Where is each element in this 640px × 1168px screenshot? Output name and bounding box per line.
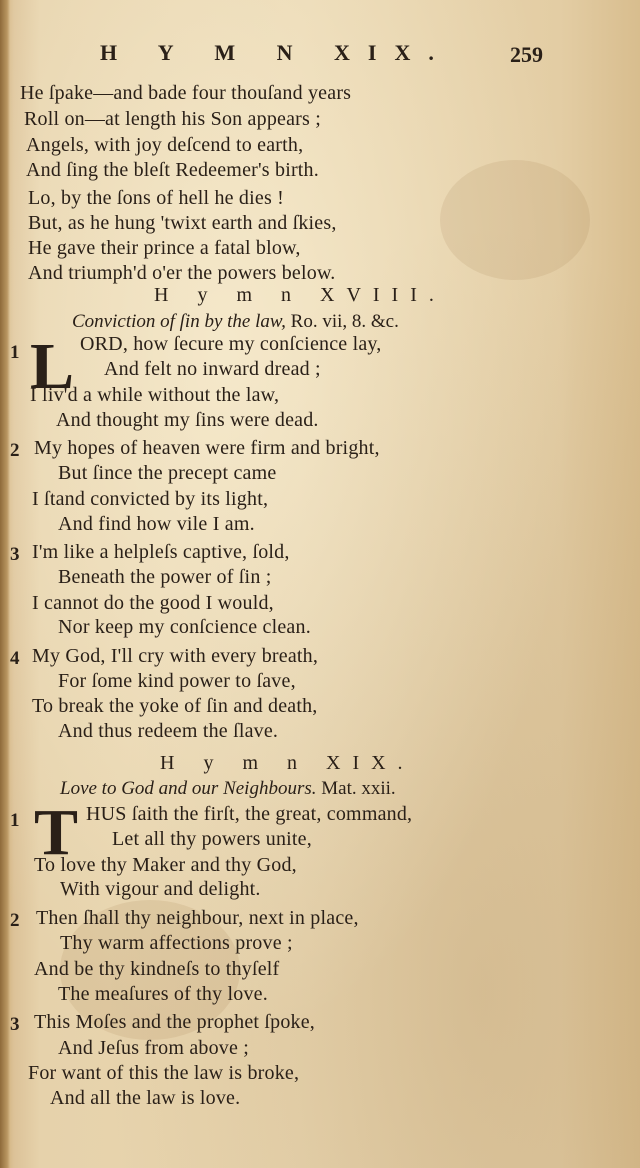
- verse-line: For ſome kind power to ſave,: [58, 670, 296, 692]
- verse-line: But, as he hung 'twixt earth and ſkies,: [28, 212, 337, 234]
- running-head: H Y M N XIX.: [100, 40, 452, 65]
- verse-line: Let all thy powers unite,: [112, 828, 312, 850]
- stanza-number: 2: [10, 910, 20, 931]
- stanza-number: 2: [10, 440, 20, 461]
- verse-line: Then ſhall thy neighbour, next in place,: [36, 907, 359, 929]
- scripture-reference: Mat. xxii.: [321, 778, 396, 799]
- drop-cap: L: [30, 330, 75, 403]
- verse-line: And Jeſus from above ;: [58, 1037, 250, 1059]
- verse-line: My hopes of heaven were firm and bright,: [34, 437, 380, 459]
- verse-line: This Moſes and the prophet ſpoke,: [34, 1011, 315, 1033]
- verse-line: Thy warm affections prove ;: [60, 932, 293, 954]
- verse-line: Beneath the power of ſin ;: [58, 566, 272, 588]
- verse-line: He ſpake—and bade four thouſand years: [20, 82, 352, 104]
- stanza-number: 1: [10, 342, 20, 363]
- verse-line: With vigour and delight.: [60, 878, 261, 900]
- page-gutter: [0, 0, 10, 1168]
- verse-line: I ſtand convicted by its light,: [32, 488, 269, 510]
- verse-line: He gave their prince a fatal blow,: [28, 237, 301, 259]
- drop-cap: T: [34, 796, 79, 869]
- hymn-subtitle-text: Conviction of ſin by the law,: [72, 311, 286, 332]
- hymn-subtitle: [60, 778, 396, 800]
- stanza-number: 3: [10, 1014, 20, 1035]
- hymn-subtitle-text: Love to God and our Neighbours.: [60, 778, 317, 799]
- verse-line: And thus redeem the ſlave.: [58, 720, 279, 742]
- verse-line: And find how vile I am.: [58, 513, 255, 535]
- page-number: 259: [510, 42, 543, 67]
- verse-line: My God, I'll cry with every breath,: [32, 645, 319, 667]
- hymn-heading: H y m n XVIII.: [154, 284, 446, 306]
- verse-line: Roll on—at length his Son appears ;: [24, 108, 321, 130]
- hymn-heading: H y m n XIX.: [160, 752, 415, 774]
- verse-line: I'm like a helpleſs captive, ſold,: [32, 541, 290, 563]
- verse-line: Lo, by the ſons of hell he dies !: [28, 187, 284, 209]
- verse-line: And all the law is love.: [50, 1087, 241, 1109]
- verse-line: But ſince the precept came: [58, 462, 277, 484]
- stanza-number: 1: [10, 810, 20, 831]
- verse-line: To break the yoke of ſin and death,: [32, 695, 318, 717]
- verse-line: The meaſures of thy love.: [58, 983, 268, 1005]
- verse-line: And be thy kindneſs to thyſelf: [34, 958, 280, 980]
- verse-line: I cannot do the good I would,: [32, 592, 274, 614]
- verse-line: HUS ſaith the firſt, the great, command,: [86, 803, 413, 825]
- stanza-number: 3: [10, 544, 20, 565]
- stanza-number: 4: [10, 648, 20, 669]
- verse-line: Nor keep my conſcience clean.: [58, 616, 311, 638]
- hymn-subtitle: [72, 311, 399, 333]
- verse-line: ORD, how ſecure my conſcience lay,: [80, 333, 382, 355]
- verse-line: Angels, with joy deſcend to earth,: [26, 134, 304, 156]
- verse-line: And triumph'd o'er the powers below.: [28, 262, 336, 284]
- verse-line: For want of this the law is broke,: [28, 1062, 300, 1084]
- verse-line: I liv'd a while without the law,: [30, 384, 280, 406]
- paper-stain: [440, 160, 590, 280]
- verse-line: And thought my ſins were dead.: [56, 409, 319, 431]
- verse-line: And ſing the bleſt Redeemer's birth.: [26, 159, 319, 181]
- scripture-reference: Ro. vii, 8. &c.: [290, 311, 399, 332]
- verse-line: To love thy Maker and thy God,: [34, 854, 297, 876]
- verse-line: And felt no inward dread ;: [104, 358, 321, 380]
